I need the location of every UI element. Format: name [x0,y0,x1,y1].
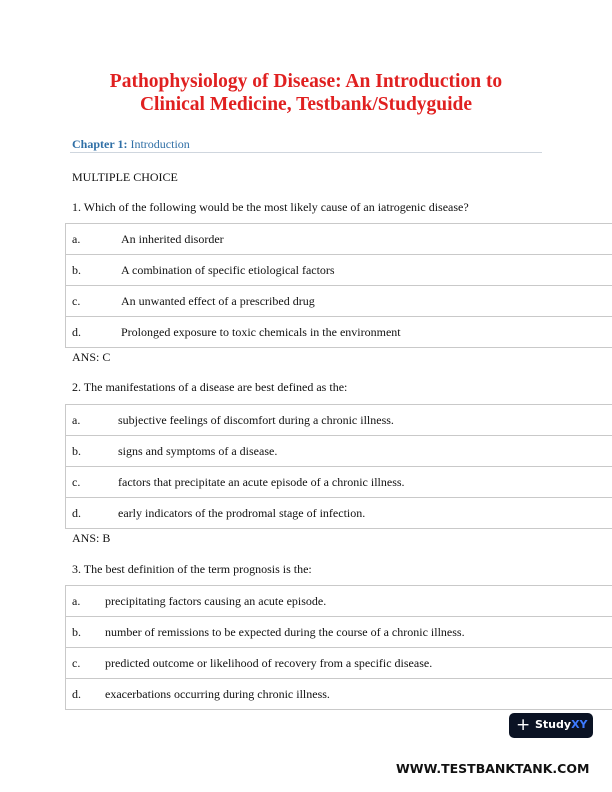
title-line-1: Pathophysiology of Disease: An Introduction to [109,71,503,92]
document-title [40,70,572,116]
option-letter: a. [72,594,81,608]
option-text: An inherited disorder [121,232,224,246]
studyxy-badge[interactable] [509,713,593,738]
option-letter: b. [72,625,81,639]
option-row[interactable] [65,585,612,616]
badge-label [535,718,588,732]
option-text: exacerbations occurring during chronic illness. [105,687,330,701]
chapter-divider [70,152,542,153]
option-letter: c. [72,656,81,670]
option-text: A combination of specific etiological factors [121,263,335,277]
option-row[interactable] [65,647,612,678]
question-2-options [65,404,612,529]
title-line-2: Clinical Medicine, Testbank/Studyguide [139,94,473,115]
option-text: precipitating factors causing an acute episode. [105,594,327,608]
section-heading: MULTIPLE CHOICE [72,170,178,184]
option-text: signs and symptoms of a disease. [118,444,278,458]
option-text: factors that precipitate an acute episode of a chronic illness. [118,475,405,489]
badge-text-accent: XY [571,718,588,731]
plus-icon: + [516,715,531,735]
option-row[interactable] [65,285,612,316]
option-row[interactable] [65,678,612,710]
option-letter: d. [72,325,81,339]
option-letter: a. [72,232,81,246]
option-row[interactable] [65,497,612,529]
chapter-label: Chapter 1: [72,137,128,151]
option-letter: d. [72,506,81,520]
option-text: Prolonged exposure to toxic chemicals in the environment [121,325,401,339]
option-letter: c. [72,475,81,489]
option-letter: b. [72,263,81,277]
option-letter: c. [72,294,81,308]
chapter-name: Introduction [130,137,190,151]
option-text: predicted outcome or likelihood of recovery from a specific disease. [105,656,433,670]
option-row[interactable] [65,616,612,647]
question-1-prompt: 1. Which of the following would be the most likely cause of an iatrogenic disease? [72,200,469,214]
question-1-options [65,223,612,348]
badge-text-main: Study [535,718,572,731]
question-2-answer: ANS: B [72,531,111,545]
chapter-heading [72,137,190,152]
option-row[interactable] [65,223,612,254]
question-2-prompt: 2. The manifestations of a disease are best defined as the: [72,380,348,394]
option-text: number of remissions to be expected during the course of a chronic illness. [105,625,465,639]
question-3-prompt: 3. The best definition of the term prognosis is the: [72,562,312,576]
question-3-options [65,585,612,710]
option-text: An unwanted effect of a prescribed drug [121,294,315,308]
option-letter: d. [72,687,81,701]
option-row[interactable] [65,466,612,497]
option-row[interactable] [65,435,612,466]
question-1-answer: ANS: C [72,350,111,364]
option-letter: a. [72,413,81,427]
option-letter: b. [72,444,81,458]
option-text: subjective feelings of discomfort during a chronic illness. [118,413,394,427]
option-text: early indicators of the prodromal stage of infection. [118,506,366,520]
option-row[interactable] [65,254,612,285]
footer-site-url[interactable]: WWW.TESTBANKTANK.COM [396,761,590,776]
option-row[interactable] [65,404,612,435]
option-row[interactable] [65,316,612,348]
